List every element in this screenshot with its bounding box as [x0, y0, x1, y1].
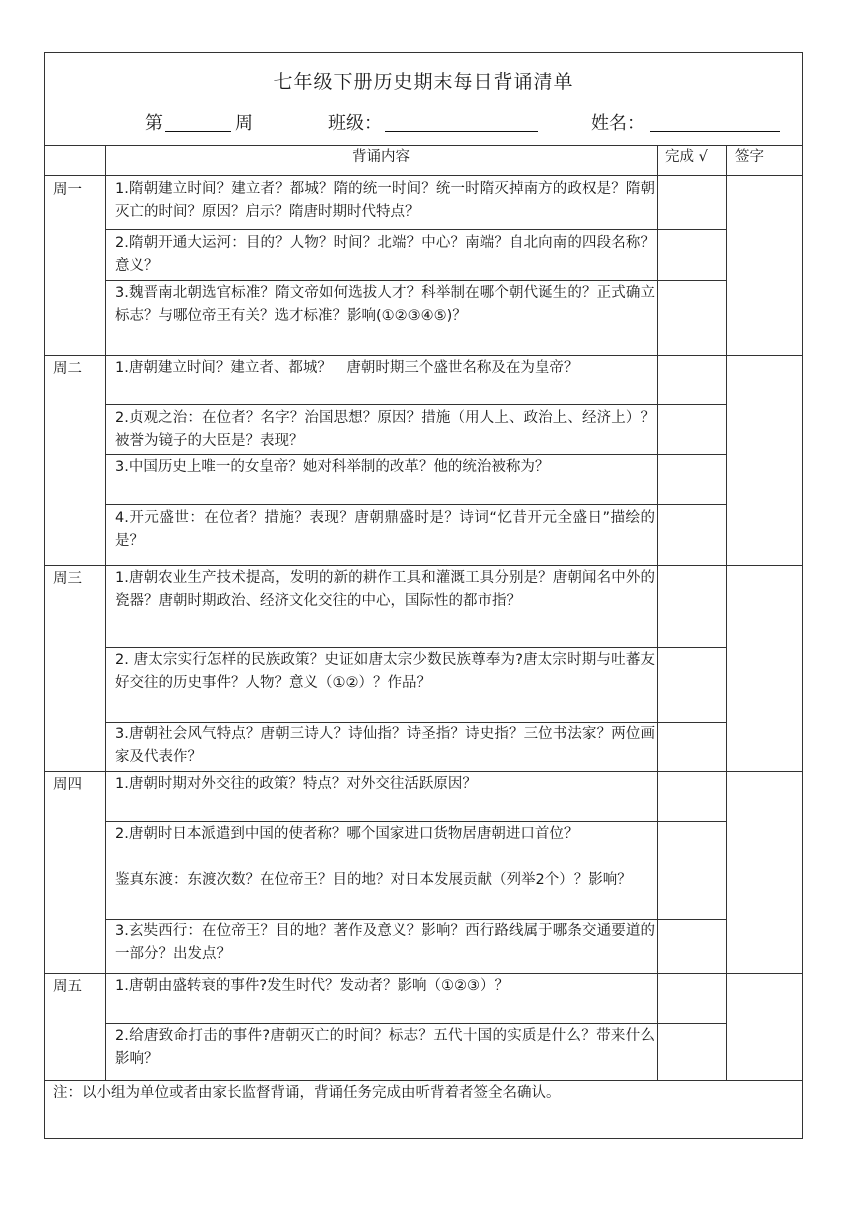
name-label: 姓名：	[591, 113, 645, 134]
info-fields	[45, 109, 802, 135]
class-label: 班级：	[328, 113, 382, 134]
row-divider	[105, 454, 726, 455]
question-2-3: 3.中国历史上唯一的女皇帝？她对科举制的改革？他的统治被称为？	[115, 459, 550, 475]
question-1-1: 1.隋朝建立时间？建立者？都城？隋的统一时间？统一时隋灭掉南方的政权是？隋朝灭亡的时间？原因？启示？隋唐时期时代特点？	[115, 181, 655, 220]
question-3-2: 2. 唐太宗实行怎样的民族政策？史证如唐太宗少数民族尊奉为?唐太宗时期与吐蕃友好交往的历史事件？人物？意义（①②）？作品？	[115, 652, 655, 691]
question-5-2: 2.给唐致命打击的事件?唐朝灭亡的时间？标志？五代十国的实质是什么？带来什么影响？	[115, 1028, 655, 1067]
col-divider-content	[657, 145, 658, 1080]
row-divider	[105, 647, 726, 648]
row-divider	[105, 821, 726, 822]
week-label-3: 周三	[53, 571, 82, 587]
checklist-sheet	[44, 52, 803, 1139]
row-divider	[105, 280, 726, 281]
question-4-3: 3.玄奘西行：在位帝王？目的地？著作及意义？影响？西行路线属于哪条交通要道的一部分？出发点？	[115, 923, 655, 962]
question-4-2-jianzhen: 鉴真东渡：东渡次数？在位帝王？目的地？对日本发展贡献（列举2个）？影响？	[115, 872, 632, 888]
week-divider	[45, 355, 802, 356]
question-1-3: 3.魏晋南北朝选官标准？隋文帝如何选拔人才？科举制在哪个朝代诞生的？正式确立标志？与哪位帝王有关？选才标准？影响(①②③④⑤)？	[115, 285, 655, 324]
column-header-done: 完成 √	[665, 149, 708, 165]
sheet-header	[45, 53, 802, 146]
week-divider	[45, 771, 802, 772]
week-label-4: 周四	[53, 777, 82, 793]
footer-note: 注：以小组为单位或者由家长监督背诵，背诵任务完成由听背着者签全名确认。	[53, 1085, 561, 1101]
week-divider	[45, 973, 802, 974]
row-divider	[105, 504, 726, 505]
row-divider	[105, 1023, 726, 1024]
week-number-blank[interactable]	[165, 131, 231, 132]
column-header-content: 背诵内容	[352, 149, 410, 165]
question-1-2: 2.隋朝开通大运河：目的？人物？时间？北端？中心？南端？自北向南的四段名称？意义？	[115, 235, 655, 274]
name-blank[interactable]	[650, 131, 780, 132]
question-3-1: 1.唐朝农业生产技术提高，发明的新的耕作工具和灌溉工具分别是？唐朝闻名中外的瓷器？唐朝时期政治、经济文化交往的中心，国际性的都市指？	[115, 570, 655, 609]
question-3-3: 3.唐朝社会风气特点？唐朝三诗人？诗仙指？诗圣指？诗史指？三位书法家？两位画家及代表作？	[115, 726, 655, 765]
note-divider	[45, 1080, 802, 1081]
week-label-1: 周一	[53, 182, 82, 198]
question-5-1: 1.唐朝由盛转衰的事件?发生时代？发动者？影响（①②③）？	[115, 978, 510, 994]
question-4-1: 1.唐朝时期对外交往的政策？特点？对外交往活跃原因？	[115, 776, 477, 792]
page-title: 七年级下册历史期末每日背诵清单	[273, 71, 574, 93]
recitation-table	[45, 145, 802, 1138]
col-divider-done	[726, 145, 727, 1080]
week-prefix-label: 第	[145, 113, 163, 134]
question-2-4: 4.开元盛世：在位者？措施？表现？唐朝鼎盛时是？诗词“忆昔开元全盛日”描绘的是？	[115, 510, 655, 549]
week-label-5: 周五	[53, 979, 82, 995]
question-4-2: 2.唐朝时日本派遣到中国的使者称？哪个国家进口货物居唐朝进口首位？	[115, 826, 579, 842]
row-divider	[105, 229, 726, 230]
class-blank[interactable]	[385, 131, 538, 132]
col-divider-week	[105, 145, 106, 1080]
question-2-1: 1.唐朝建立时间？建立者、都城？ 唐朝时期三个盛世名称及在为皇帝？	[115, 360, 579, 376]
row-divider	[105, 404, 726, 405]
week-label-2: 周二	[53, 361, 82, 377]
week-suffix-label: 周	[235, 113, 253, 134]
week-divider	[45, 565, 802, 566]
column-header-sign: 签字	[735, 149, 764, 165]
header-row-divider	[45, 175, 802, 176]
question-2-2: 2.贞观之治：在位者？名字？治国思想？原因？措施（用人上、政治上、经济上）？被誉为镜子的大臣是？表现？	[115, 410, 655, 449]
